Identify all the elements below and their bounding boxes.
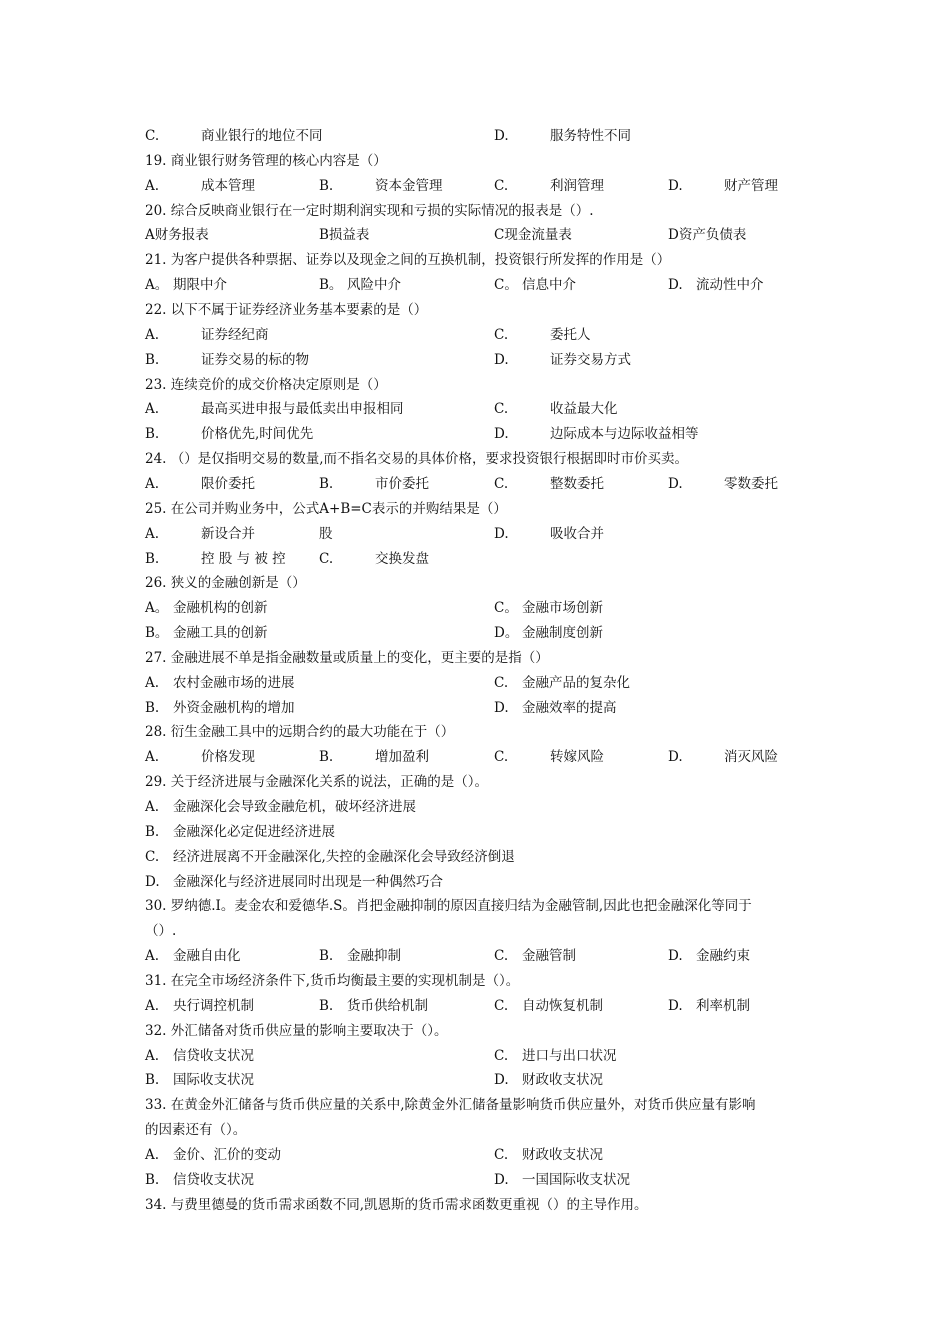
option-label: D. <box>668 749 683 766</box>
option-text: 零数委托 <box>724 475 778 492</box>
option-label: C. <box>494 475 509 492</box>
option <box>145 522 255 547</box>
option <box>668 223 746 248</box>
option-label: D. <box>494 525 509 542</box>
option-label: D. <box>494 699 509 716</box>
option-label: C. <box>494 997 509 1014</box>
option <box>494 994 603 1019</box>
option-text: D资产负债表 <box>668 227 747 244</box>
option <box>494 621 603 646</box>
option-label: C. <box>494 1047 509 1064</box>
option <box>494 472 604 497</box>
option <box>145 820 335 845</box>
option <box>668 944 750 969</box>
option-text: 风险中介 <box>347 277 401 294</box>
option <box>145 348 309 373</box>
option-label: A. <box>145 177 160 194</box>
option-text: 金融效率的提高 <box>522 699 617 716</box>
option <box>145 671 295 696</box>
option-text: 金融市场创新 <box>522 600 603 617</box>
question-text: 30. 罗纳德.I。麦金农和爱德华.S。肖把金融抑制的原因直接归结为金融管制,因此也把金融深化等同于 <box>145 898 752 915</box>
option-text: 经济进展离不开金融深化,失控的金融深化会导致经济倒退 <box>173 848 515 865</box>
option-row <box>145 547 815 572</box>
option <box>494 323 591 348</box>
option-text: C现金流量表 <box>494 227 572 244</box>
option-row <box>145 223 815 248</box>
option-text: 金融深化会导致金融危机，破坏经济进展 <box>173 799 416 815</box>
option-row <box>145 1143 815 1168</box>
option-text: 新设合并 <box>201 525 255 542</box>
option <box>145 174 255 199</box>
option <box>494 124 631 149</box>
option <box>145 397 404 422</box>
option <box>145 422 313 447</box>
option-row <box>145 845 815 870</box>
option <box>145 1168 254 1193</box>
option <box>494 273 576 298</box>
option <box>145 696 295 721</box>
option <box>494 1044 617 1069</box>
option-label: A. <box>145 326 160 343</box>
option-label: A. <box>145 525 160 542</box>
option-text: 信贷收支状况 <box>173 1047 254 1064</box>
option-label: A. <box>145 674 160 691</box>
option-text: 吸收合并 <box>550 525 604 542</box>
option <box>319 472 429 497</box>
option-text: 服务特性不同 <box>550 128 631 144</box>
option-text: 限价委托 <box>201 475 255 492</box>
option <box>668 174 778 199</box>
option-text: 期限中介 <box>173 277 227 294</box>
option <box>145 944 241 969</box>
option <box>145 1143 281 1168</box>
option-text: 交换发盘 <box>375 550 429 567</box>
question-text: 34. 与费里德曼的货币需求函数不同,凯恩斯的货币需求函数更重视（）的主导作用。 <box>145 1196 648 1213</box>
option-label: D. <box>668 177 683 194</box>
option-text: 价格优先,时间优先 <box>201 426 314 443</box>
option-text: 市价委托 <box>375 475 429 492</box>
question-text: 23. 连续竞价的成交价格决定原则是（） <box>145 376 387 393</box>
question-text: 24. （）是仅指明交易的数量,而不指名交易的具体价格，要求投资银行根据即时市价买卖。 <box>145 451 689 468</box>
option <box>494 174 604 199</box>
question-text: 31. 在完全市场经济条件下,货币均衡最主要的实现机制是（）。 <box>145 972 520 989</box>
option <box>668 273 764 298</box>
question-text: 19. 商业银行财务管理的核心内容是（） <box>145 152 387 169</box>
option <box>319 745 429 770</box>
option-row <box>145 994 815 1019</box>
option-text: 一国国际收支状况 <box>522 1171 630 1188</box>
option <box>145 547 286 572</box>
option <box>145 273 227 298</box>
option <box>145 994 254 1019</box>
option <box>494 944 576 969</box>
option-row <box>145 273 815 298</box>
question-text: 22. 以下不属于证券经济业务基本要素的是（） <box>145 302 428 318</box>
option-text: 财政收支状况 <box>522 1072 603 1089</box>
option-text: 整数委托 <box>550 475 604 492</box>
option-row <box>145 745 815 770</box>
option-text: 成本管理 <box>201 177 255 194</box>
option-row <box>145 596 815 621</box>
option <box>319 273 401 298</box>
option-row <box>145 422 815 447</box>
option-label: B. <box>319 948 334 965</box>
question-text: 33. 在黄金外汇储备与货币供应量的关系中,除黄金外汇储备量影响货币供应量外，对货币供应量有影响 <box>145 1097 756 1114</box>
option-row <box>145 522 815 547</box>
option <box>145 124 323 149</box>
option-label: B. <box>319 997 334 1014</box>
option-text: 边际成本与边际收益相等 <box>550 426 699 443</box>
option-row <box>145 124 815 149</box>
option-label: C. <box>494 326 509 343</box>
option-label: B. <box>145 1171 160 1188</box>
option-row <box>145 696 815 721</box>
option-label: B. <box>145 550 160 567</box>
option-text: 金融管制 <box>522 948 576 965</box>
option <box>319 944 401 969</box>
option <box>668 745 778 770</box>
option-label: B. <box>319 475 334 492</box>
option-text: 金融自由化 <box>173 948 241 965</box>
option-text: 利率机制 <box>696 997 750 1014</box>
option-row <box>145 174 815 199</box>
option-label: D. <box>668 475 683 492</box>
option-text: 财产管理 <box>724 177 778 194</box>
option <box>145 845 515 870</box>
option <box>494 397 618 422</box>
option <box>145 472 255 497</box>
option-text: 金融深化必定促进经济进展 <box>173 823 335 840</box>
option-row <box>145 397 815 422</box>
option-label: C. <box>319 550 334 567</box>
option-label: C。 <box>494 277 518 294</box>
option-label: C. <box>494 948 509 965</box>
option <box>319 522 333 547</box>
option-text: 信息中介 <box>522 277 576 294</box>
option-label: B. <box>319 749 334 766</box>
option-label: B. <box>145 351 160 368</box>
option-label: C. <box>145 848 160 865</box>
option <box>145 621 268 646</box>
option-text: A财务报表 <box>145 227 209 244</box>
option-label: C. <box>494 674 509 691</box>
option-text: 金融深化与经济进展同时出现是一种偶然巧合 <box>173 873 443 890</box>
option-label: B. <box>145 823 160 840</box>
question-continuation: （）. <box>145 923 177 940</box>
option-row <box>145 944 815 969</box>
option-label: D. <box>494 1072 509 1089</box>
option-label: A. <box>145 948 160 965</box>
option <box>494 223 572 248</box>
option-text: 流动性中介 <box>696 277 764 294</box>
option-label: C. <box>494 177 509 194</box>
option <box>319 994 428 1019</box>
option-label: A. <box>145 475 160 492</box>
option-label: D. <box>494 1171 509 1188</box>
option-row <box>145 870 815 895</box>
option-text: 货币供给机制 <box>347 997 428 1014</box>
option-text: 信贷收支状况 <box>173 1171 254 1188</box>
option <box>319 174 443 199</box>
option-text: 控 股 与 被 控 <box>201 550 286 567</box>
option-text: 利润管理 <box>550 177 604 194</box>
option <box>145 596 268 621</box>
option <box>145 1068 254 1093</box>
option-label: A. <box>145 401 160 418</box>
option-label: D。 <box>494 625 519 641</box>
option-label: D. <box>668 948 683 965</box>
option-text: 价格发现 <box>201 749 255 766</box>
option-row <box>145 1168 815 1193</box>
option <box>494 745 604 770</box>
option-label: B。 <box>145 625 169 641</box>
option-label: C. <box>494 401 509 418</box>
option-label: B. <box>145 1072 160 1089</box>
option <box>494 1143 603 1168</box>
option-text: 财政收支状况 <box>522 1146 603 1163</box>
option-label: D. <box>494 351 509 368</box>
option-text: 金价、汇价的变动 <box>173 1146 281 1163</box>
option-text: 农村金融市场的进展 <box>173 674 295 691</box>
option-text: 股 <box>319 525 333 542</box>
option <box>668 994 750 1019</box>
option-text: 收益最大化 <box>550 401 618 418</box>
question-text: 25. 在公司并购业务中，公式A+B=C表示的并购结果是（） <box>145 500 507 517</box>
option-text: 金融制度创新 <box>522 625 603 641</box>
option-text: 最高买进申报与最低卖出申报相同 <box>201 401 404 418</box>
option <box>145 323 269 348</box>
option-label: B. <box>319 177 334 194</box>
option-text: 转嫁风险 <box>550 749 604 766</box>
option-text: 金融产品的复杂化 <box>522 674 630 691</box>
question-text: 27. 金融进展不单是指金融数量或质量上的变化，更主要的是指（） <box>145 649 549 666</box>
option-label: A。 <box>145 600 169 617</box>
option-label: D. <box>668 997 683 1014</box>
option <box>145 1044 254 1069</box>
option-label: D. <box>668 277 683 294</box>
option-label: D. <box>494 128 509 144</box>
option-label: A. <box>145 997 160 1014</box>
option-text: 国际收支状况 <box>173 1072 254 1089</box>
option-text: 增加盈利 <box>375 749 429 766</box>
option <box>319 223 369 248</box>
option-label: A. <box>145 749 160 766</box>
option-text: 进口与出口状况 <box>522 1047 617 1064</box>
option-text: 消灭风险 <box>724 749 778 766</box>
option-text: 自动恢复机制 <box>522 997 603 1014</box>
option-text: 资本金管理 <box>375 177 443 194</box>
option <box>145 870 443 895</box>
option <box>494 348 631 373</box>
option-label: C. <box>145 128 160 144</box>
option-row <box>145 621 815 646</box>
option-label: B. <box>145 426 160 443</box>
option-label: A. <box>145 1146 160 1163</box>
question-continuation: 的因素还有（）。 <box>145 1122 247 1138</box>
option-row <box>145 472 815 497</box>
option-text: 金融抑制 <box>347 948 401 965</box>
option-text: 商业银行的地位不同 <box>201 128 323 144</box>
option-row <box>145 323 815 348</box>
option-text: 证券经纪商 <box>201 326 269 343</box>
option <box>494 422 699 447</box>
option-row <box>145 1068 815 1093</box>
option <box>668 472 778 497</box>
option <box>319 547 429 572</box>
option <box>494 696 617 721</box>
question-text: 20. 综合反映商业银行在一定时期利润实现和亏损的实际情况的报表是（）. <box>145 202 594 219</box>
option-text: 外资金融机构的增加 <box>173 699 295 716</box>
option-label: A. <box>145 1047 160 1064</box>
option-row <box>145 795 815 820</box>
option-label: A。 <box>145 277 169 294</box>
option <box>494 671 630 696</box>
option-label: D. <box>145 873 160 890</box>
option-row <box>145 1044 815 1069</box>
option-text: 央行调控机制 <box>173 997 254 1014</box>
option-text: 证券交易的标的物 <box>201 351 309 368</box>
question-text: 26. 狭义的金融创新是（） <box>145 575 306 592</box>
option-label: D. <box>494 426 509 443</box>
question-text: 29. 关于经济进展与金融深化关系的说法，正确的是（）。 <box>145 774 489 791</box>
option <box>494 596 603 621</box>
question-text: 21. 为客户提供各种票据、证券以及现金之间的互换机制，投资银行所发挥的作用是（） <box>145 252 671 269</box>
option <box>494 522 604 547</box>
option-text: 金融约束 <box>696 948 750 965</box>
option-row <box>145 671 815 696</box>
option-text: 证券交易方式 <box>550 351 631 368</box>
option <box>145 795 416 820</box>
option <box>494 1168 630 1193</box>
question-text: 32. 外汇储备对货币供应量的影响主要取决于（）。 <box>145 1022 448 1039</box>
option <box>145 223 209 248</box>
option-label: A. <box>145 799 160 815</box>
option-row <box>145 820 815 845</box>
option-label: C。 <box>494 600 518 617</box>
option <box>145 745 255 770</box>
option-label: B。 <box>319 277 343 294</box>
option-text: B损益表 <box>319 227 370 244</box>
option-label: C. <box>494 1146 509 1163</box>
option-text: 金融工具的创新 <box>173 625 268 641</box>
option-label: C. <box>494 749 509 766</box>
option-text: 金融机构的创新 <box>173 600 268 617</box>
option-text: 委托人 <box>550 326 591 343</box>
option <box>494 1068 603 1093</box>
option-label: B. <box>145 699 160 716</box>
option-row <box>145 348 815 373</box>
question-text: 28. 衍生金融工具中的远期合约的最大功能在于（） <box>145 724 455 741</box>
